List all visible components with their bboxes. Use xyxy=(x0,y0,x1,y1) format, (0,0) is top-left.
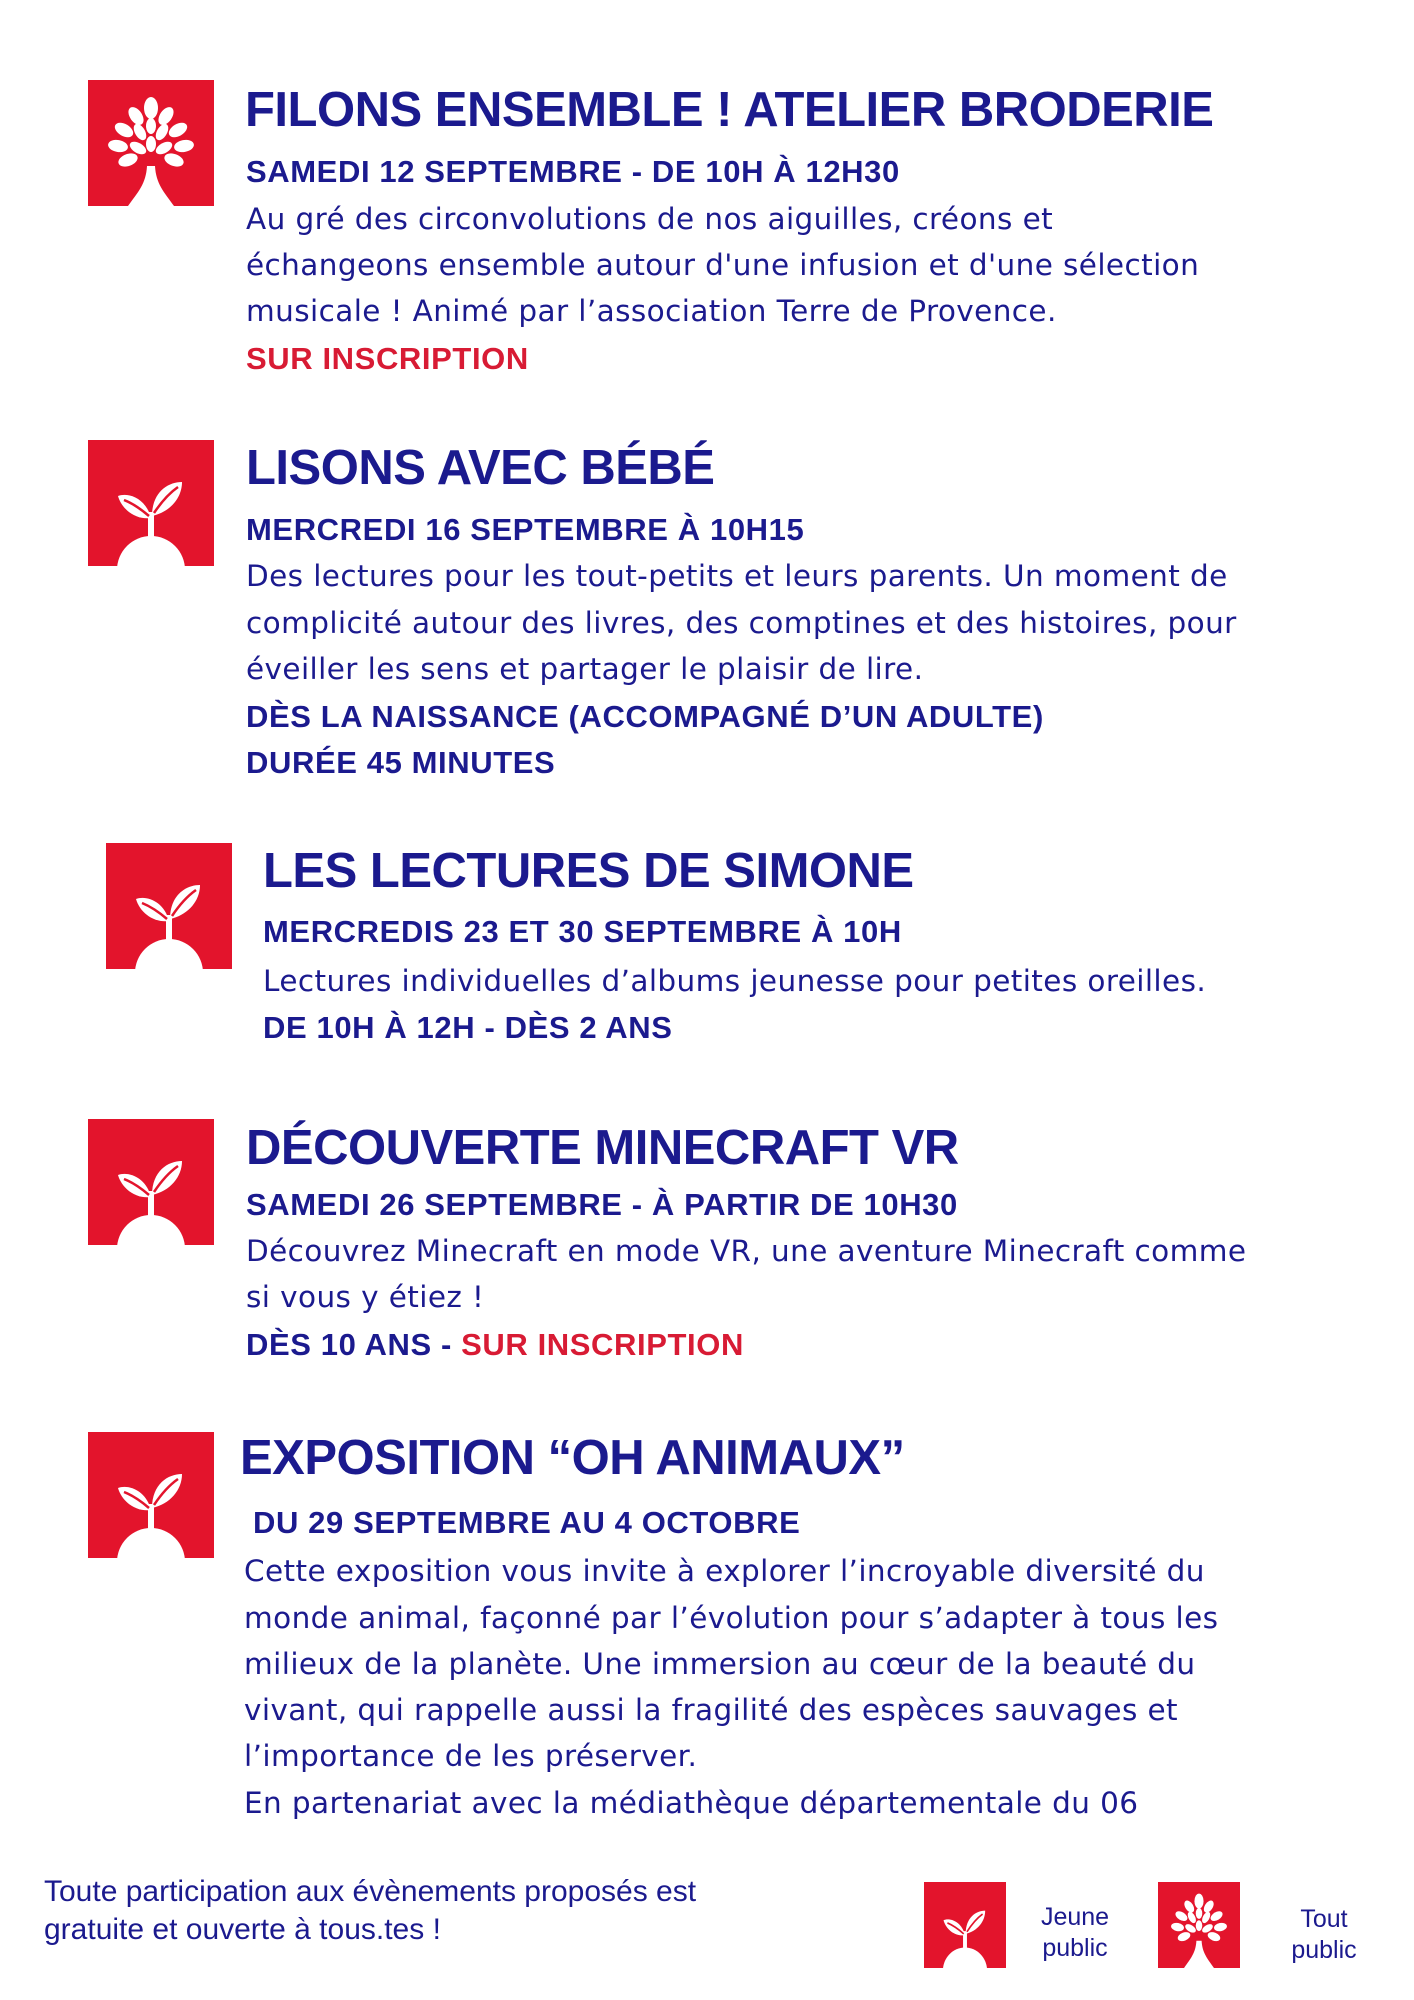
event-description-line: si vous y étiez ! xyxy=(246,1280,485,1314)
age-note: DÈS LA NAISSANCE (ACCOMPAGNÉ D’UN ADULTE) xyxy=(246,699,1044,734)
event-description-line: En partenariat avec la médiathèque départementale du 06 xyxy=(244,1786,1139,1820)
legend-young-audience xyxy=(1030,1902,1120,1964)
event-description-line: éveiller les sens et partager le plaisir de lire. xyxy=(246,652,924,686)
event-date: MERCREDI 16 SEPTEMBRE À 10H15 xyxy=(246,512,805,547)
event-description-line: Découvrez Minecraft en mode VR, une aventure Minecraft comme xyxy=(246,1234,1247,1268)
event-title: FILONS ENSEMBLE ! ATELIER BRODERIE xyxy=(245,83,1214,137)
event-date: MERCREDIS 23 ET 30 SEPTEMBRE À 10H xyxy=(263,914,902,949)
event-title: EXPOSITION “OH ANIMAUX” xyxy=(240,1431,905,1485)
legend-label-line: Jeune xyxy=(1040,1903,1110,1931)
legend-label-line: Tout xyxy=(1300,1905,1348,1933)
event-description-line: Lectures individuelles d’albums jeunesse pour petites oreilles. xyxy=(263,964,1207,998)
legend-all-audiences xyxy=(1274,1904,1374,1966)
event-description-line: l’importance de les préserver. xyxy=(244,1739,698,1773)
event-description-line: milieux de la planète. Une immersion au cœur de la beauté du xyxy=(244,1647,1196,1681)
event-date: SAMEDI 26 SEPTEMBRE - À PARTIR DE 10H30 xyxy=(246,1187,958,1222)
free-participation-note: Toute participation aux évènements proposés est gratuite et ouverte à tous.tes ! xyxy=(44,1875,697,1946)
tree-icon xyxy=(88,80,214,206)
event-title: LES LECTURES DE SIMONE xyxy=(263,844,914,898)
age-note: DÈS 10 ANS - xyxy=(246,1327,462,1362)
event-date: DU 29 SEPTEMBRE AU 4 OCTOBRE xyxy=(253,1505,801,1540)
event-description-line: échangeons ensemble autour d'une infusion et d'une sélection xyxy=(246,248,1200,282)
tree-icon xyxy=(1158,1882,1240,1968)
duration-note: DURÉE 45 MINUTES xyxy=(246,745,556,780)
registration-note: SUR INSCRIPTION xyxy=(461,1327,744,1362)
event-description-line: monde animal, façonné par l’évolution pour s’adapter à tous les xyxy=(244,1601,1219,1635)
sprout-icon xyxy=(88,1119,214,1245)
schedule-note: DE 10H À 12H - DÈS 2 ANS xyxy=(263,1010,673,1045)
registration-note: SUR INSCRIPTION xyxy=(246,341,529,376)
event-date: SAMEDI 12 SEPTEMBRE - DE 10H À 12H30 xyxy=(246,154,900,189)
sprout-icon xyxy=(106,843,232,969)
event-title: DÉCOUVERTE MINECRAFT VR xyxy=(246,1121,959,1175)
age-registration-note xyxy=(246,1327,744,1363)
event-description-line: Des lectures pour les tout-petits et leurs parents. Un moment de xyxy=(246,559,1228,593)
event-description-line: complicité autour des livres, des comptines et des histoires, pour xyxy=(246,606,1237,640)
event-description-line: Au gré des circonvolutions de nos aiguilles, créons et xyxy=(246,202,1054,236)
legend-label-line: public xyxy=(1291,1936,1357,1964)
event-description-line: Cette exposition vous invite à explorer l’incroyable diversité du xyxy=(244,1554,1205,1588)
sprout-icon xyxy=(924,1882,1006,1968)
legend-label-line: public xyxy=(1042,1934,1108,1962)
sprout-icon xyxy=(88,1432,214,1558)
sprout-icon xyxy=(88,440,214,566)
event-description-line: musicale ! Animé par l’association Terre de Provence. xyxy=(246,294,1057,328)
event-description-line: vivant, qui rappelle aussi la fragilité des espèces sauvages et xyxy=(244,1693,1179,1727)
event-title: LISONS AVEC BÉBÉ xyxy=(246,441,715,495)
